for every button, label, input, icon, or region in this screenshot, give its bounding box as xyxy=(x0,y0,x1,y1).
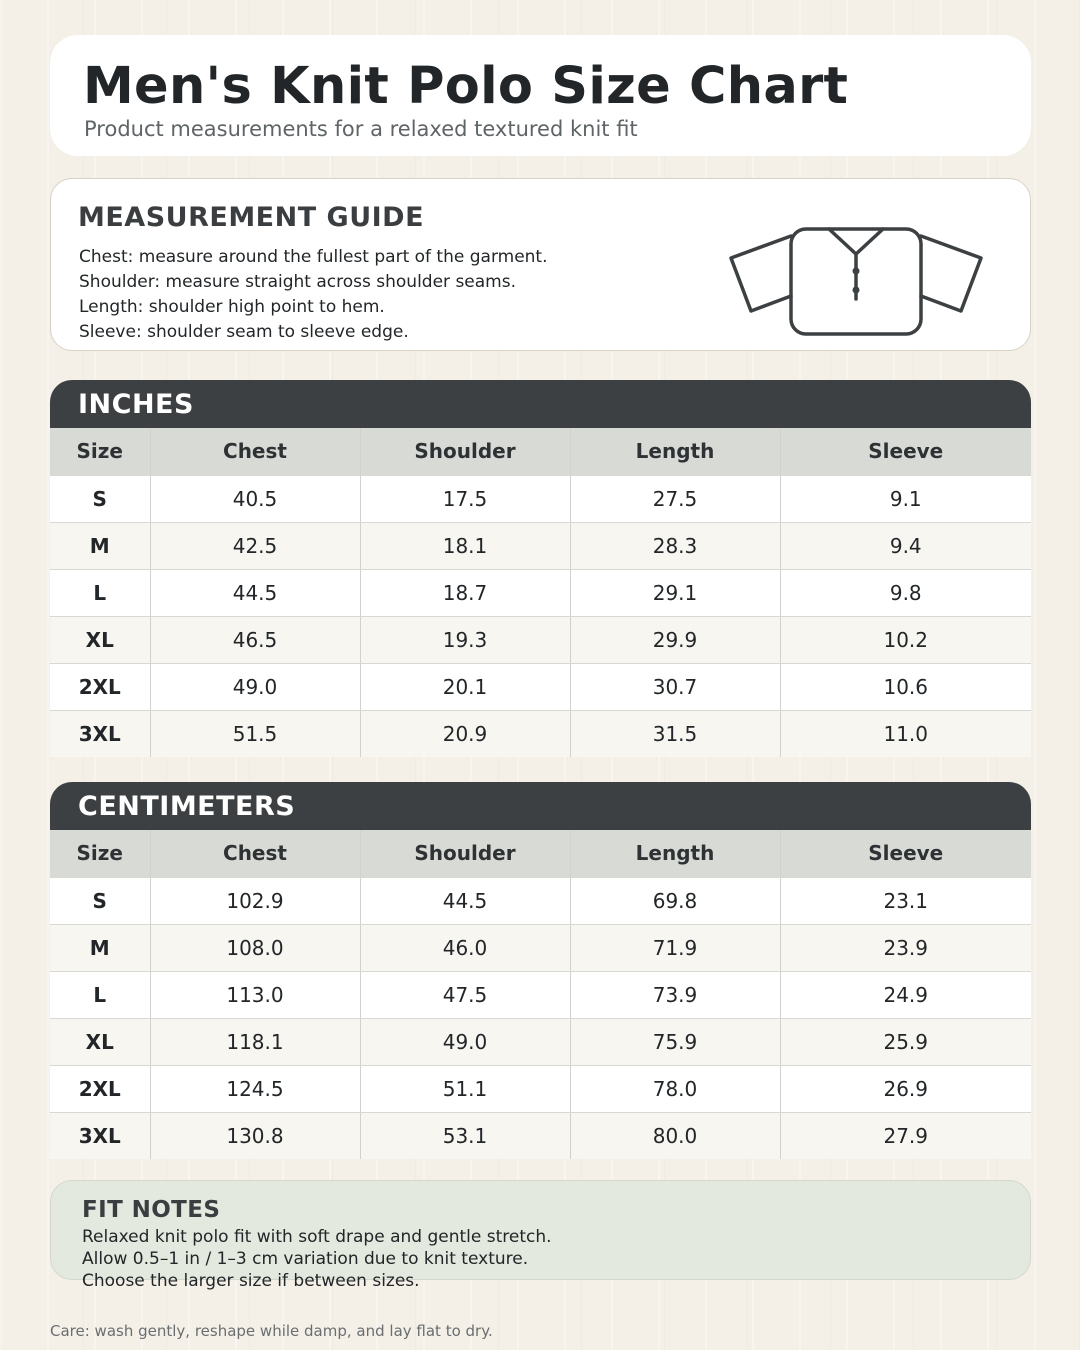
measurement-cell: 73.9 xyxy=(570,971,780,1018)
measurement-cell: 17.5 xyxy=(360,475,570,522)
fit-notes-card xyxy=(50,1180,1031,1291)
column-header: Length xyxy=(570,428,780,475)
measurement-cell: 69.8 xyxy=(570,877,780,924)
table-row xyxy=(50,522,1031,569)
table-row xyxy=(50,1112,1031,1159)
measurement-cell: 20.1 xyxy=(360,663,570,710)
column-header: Chest xyxy=(150,830,360,877)
care-instructions: Care: wash gently, reshape while damp, and lay flat to dry. xyxy=(50,1322,493,1340)
measurement-cell: 9.1 xyxy=(780,475,1031,522)
guide-line-shoulder: Shoulder: measure straight across shoulder seams. xyxy=(79,272,516,292)
inches-table-section xyxy=(50,380,1031,757)
fit-note-line: Choose the larger size if between sizes. xyxy=(82,1271,420,1291)
size-cell: XL xyxy=(50,616,150,663)
fit-note-line: Allow 0.5–1 in / 1–3 cm variation due to knit texture. xyxy=(82,1249,529,1269)
measurement-cell: 28.3 xyxy=(570,522,780,569)
measurement-cell: 24.9 xyxy=(780,971,1031,1018)
measurement-cell: 27.5 xyxy=(570,475,780,522)
table-row xyxy=(50,877,1031,924)
measurement-cell: 25.9 xyxy=(780,1018,1031,1065)
table-row xyxy=(50,1065,1031,1112)
measurement-cell: 130.8 xyxy=(150,1112,360,1159)
polo-shirt-icon xyxy=(726,219,988,339)
guide-line-chest: Chest: measure around the fullest part of the garment. xyxy=(79,247,548,267)
column-header: Shoulder xyxy=(360,830,570,877)
table-row xyxy=(50,663,1031,710)
centimeters-column-header-row xyxy=(50,830,1031,877)
table-row xyxy=(50,924,1031,971)
size-cell: S xyxy=(50,877,150,924)
measurement-cell: 46.5 xyxy=(150,616,360,663)
size-cell: 3XL xyxy=(50,1112,150,1159)
measurement-guide-card xyxy=(50,178,1031,351)
centimeters-table-section xyxy=(50,782,1031,1159)
measurement-cell: 75.9 xyxy=(570,1018,780,1065)
measurement-cell: 71.9 xyxy=(570,924,780,971)
measurement-cell: 51.1 xyxy=(360,1065,570,1112)
centimeters-heading: CENTIMETERS xyxy=(50,782,1031,830)
measurement-cell: 124.5 xyxy=(150,1065,360,1112)
table-row xyxy=(50,569,1031,616)
measurement-cell: 29.1 xyxy=(570,569,780,616)
measurement-cell: 46.0 xyxy=(360,924,570,971)
column-header: Sleeve xyxy=(780,428,1031,475)
size-cell: 2XL xyxy=(50,663,150,710)
measurement-cell: 9.8 xyxy=(780,569,1031,616)
size-cell: M xyxy=(50,924,150,971)
column-header: Shoulder xyxy=(360,428,570,475)
inches-column-header-row xyxy=(50,428,1031,475)
size-cell: XL xyxy=(50,1018,150,1065)
guide-line-sleeve: Sleeve: shoulder seam to sleeve edge. xyxy=(79,322,409,342)
measurement-cell: 23.9 xyxy=(780,924,1031,971)
column-header: Length xyxy=(570,830,780,877)
column-header: Sleeve xyxy=(780,830,1031,877)
size-cell: 2XL xyxy=(50,1065,150,1112)
column-header: Size xyxy=(50,428,150,475)
measurement-cell: 108.0 xyxy=(150,924,360,971)
table-row xyxy=(50,475,1031,522)
measurement-cell: 23.1 xyxy=(780,877,1031,924)
measurement-cell: 10.2 xyxy=(780,616,1031,663)
measurement-cell: 30.7 xyxy=(570,663,780,710)
size-cell: L xyxy=(50,971,150,1018)
measurement-cell: 118.1 xyxy=(150,1018,360,1065)
measurement-cell: 11.0 xyxy=(780,710,1031,757)
measurement-cell: 49.0 xyxy=(150,663,360,710)
measurement-cell: 20.9 xyxy=(360,710,570,757)
inches-table xyxy=(50,428,1031,757)
guide-line-length: Length: shoulder high point to hem. xyxy=(79,297,385,317)
fit-note-line: Relaxed knit polo fit with soft drape and gentle stretch. xyxy=(82,1227,552,1247)
measurement-cell: 113.0 xyxy=(150,971,360,1018)
size-cell: M xyxy=(50,522,150,569)
measurement-cell: 18.7 xyxy=(360,569,570,616)
measurement-cell: 42.5 xyxy=(150,522,360,569)
page-subtitle: Product measurements for a relaxed textured knit fit xyxy=(84,117,638,141)
measurement-cell: 78.0 xyxy=(570,1065,780,1112)
measurement-cell: 47.5 xyxy=(360,971,570,1018)
measurement-cell: 19.3 xyxy=(360,616,570,663)
measurement-cell: 10.6 xyxy=(780,663,1031,710)
page-title: Men's Knit Polo Size Chart xyxy=(83,57,849,116)
measurement-cell: 49.0 xyxy=(360,1018,570,1065)
fit-notes-text xyxy=(82,1226,552,1292)
size-cell: 3XL xyxy=(50,710,150,757)
inches-heading: INCHES xyxy=(50,380,1031,428)
centimeters-table xyxy=(50,830,1031,1159)
guide-text xyxy=(79,245,548,345)
size-cell: S xyxy=(50,475,150,522)
table-row xyxy=(50,616,1031,663)
measurement-cell: 44.5 xyxy=(360,877,570,924)
measurement-cell: 27.9 xyxy=(780,1112,1031,1159)
measurement-cell: 80.0 xyxy=(570,1112,780,1159)
size-cell: L xyxy=(50,569,150,616)
guide-heading: MEASUREMENT GUIDE xyxy=(78,202,425,233)
fit-notes-heading: FIT NOTES xyxy=(82,1197,221,1223)
table-row xyxy=(50,1018,1031,1065)
measurement-cell: 102.9 xyxy=(150,877,360,924)
measurement-cell: 29.9 xyxy=(570,616,780,663)
measurement-cell: 44.5 xyxy=(150,569,360,616)
measurement-cell: 31.5 xyxy=(570,710,780,757)
column-header: Size xyxy=(50,830,150,877)
measurement-cell: 53.1 xyxy=(360,1112,570,1159)
title-card xyxy=(50,35,1031,156)
measurement-cell: 18.1 xyxy=(360,522,570,569)
measurement-cell: 40.5 xyxy=(150,475,360,522)
column-header: Chest xyxy=(150,428,360,475)
table-row xyxy=(50,971,1031,1018)
measurement-cell: 26.9 xyxy=(780,1065,1031,1112)
measurement-cell: 51.5 xyxy=(150,710,360,757)
table-row xyxy=(50,710,1031,757)
measurement-cell: 9.4 xyxy=(780,522,1031,569)
